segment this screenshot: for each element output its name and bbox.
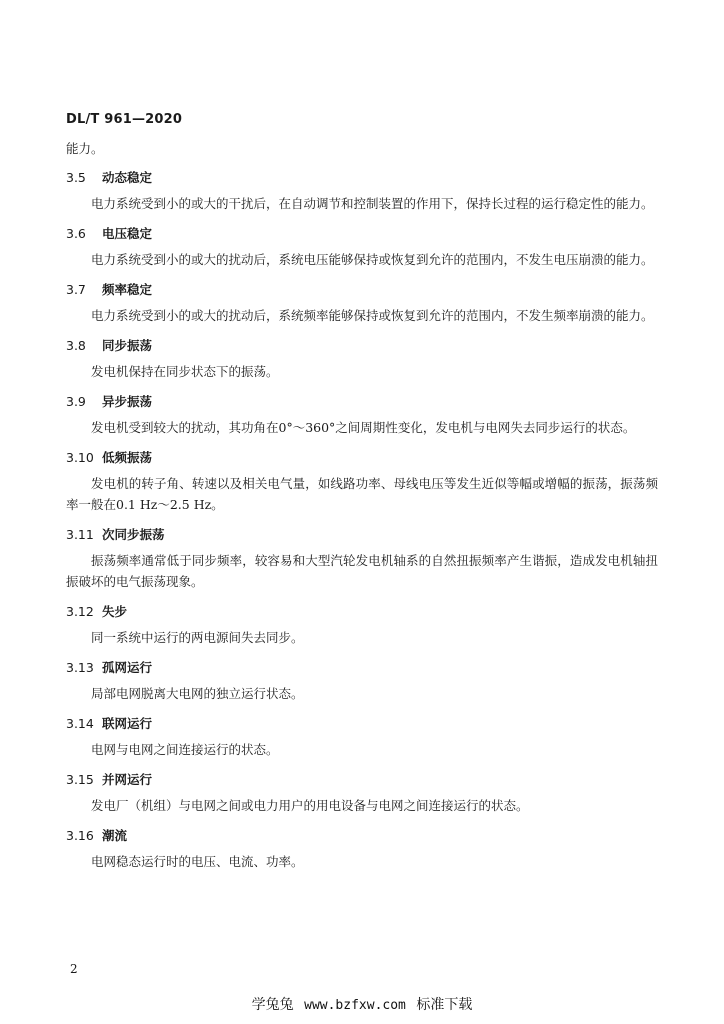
term-entry xyxy=(66,714,658,760)
document-body xyxy=(66,138,658,882)
term-definition: 发电机受到较大的扰动，其功角在0°～360°之间周期性变化，发电机与电网失去同步运行的状态。 xyxy=(91,420,636,435)
term-number: 3.12 xyxy=(66,604,94,619)
term-name: 次同步振荡 xyxy=(102,527,165,542)
term-number: 3.7 xyxy=(66,282,86,297)
term-heading xyxy=(66,224,658,244)
term-name: 并网运行 xyxy=(102,772,153,787)
term-entry xyxy=(66,224,658,270)
term-heading xyxy=(66,168,658,188)
term-number: 3.10 xyxy=(66,450,94,465)
term-definition: 电力系统受到小的或大的扰动后，系统电压能够保持或恢复到允许的范围内，不发生电压崩溃的能力。 xyxy=(91,252,654,267)
term-number: 3.13 xyxy=(66,660,94,675)
term-entry xyxy=(66,770,658,816)
term-heading xyxy=(66,602,658,622)
term-heading xyxy=(66,280,658,300)
term-heading xyxy=(66,658,658,678)
page-number: 2 xyxy=(70,962,78,976)
term-name: 同步振荡 xyxy=(102,338,153,353)
term-entry xyxy=(66,658,658,704)
term-name: 电压稳定 xyxy=(102,226,153,241)
term-entry xyxy=(66,168,658,214)
term-number: 3.8 xyxy=(66,338,86,353)
term-definition: 振荡频率通常低于同步频率，较容易和大型汽轮发电机轴系的自然扭振频率产生谐振，造成发电机轴扭振破坏的电气振荡现象。 xyxy=(66,553,658,589)
footer-url-link[interactable]: www.bzfxw.com xyxy=(304,998,406,1013)
term-name: 异步振荡 xyxy=(102,394,153,409)
term-name: 频率稳定 xyxy=(102,282,153,297)
term-definition: 发电机保持在同步状态下的振荡。 xyxy=(91,364,279,379)
term-name: 联网运行 xyxy=(102,716,153,731)
term-heading xyxy=(66,770,658,790)
term-number: 3.6 xyxy=(66,226,86,241)
term-number: 3.5 xyxy=(66,170,86,185)
term-entry xyxy=(66,448,658,515)
term-entry xyxy=(66,392,658,438)
term-heading xyxy=(66,714,658,734)
term-entry xyxy=(66,525,658,592)
term-number: 3.15 xyxy=(66,772,94,787)
term-entry xyxy=(66,336,658,382)
term-number: 3.9 xyxy=(66,394,86,409)
term-definition: 电网与电网之间连接运行的状态。 xyxy=(91,742,279,757)
term-definition: 局部电网脱离大电网的独立运行状态。 xyxy=(91,686,304,701)
document-code: DL/T 961—2020 xyxy=(66,112,183,127)
term-definition: 电网稳态运行时的电压、电流、功率。 xyxy=(91,854,304,869)
term-heading xyxy=(66,336,658,356)
term-entry xyxy=(66,280,658,326)
term-name: 孤网运行 xyxy=(102,660,153,675)
term-name: 潮流 xyxy=(102,828,128,843)
footer-watermark xyxy=(0,994,724,1014)
term-definition: 同一系统中运行的两电源间失去同步。 xyxy=(91,630,304,645)
term-entry xyxy=(66,826,658,872)
term-definition: 发电机的转子角、转速以及相关电气量，如线路功率、母线电压等发生近似等幅或增幅的振荡，振荡频率一般在0.1 Hz～2.5 Hz。 xyxy=(66,476,658,512)
term-definition: 发电厂（机组）与电网之间或电力用户的用电设备与电网之间连接运行的状态。 xyxy=(91,798,529,813)
footer-site-name: 学兔兔 xyxy=(251,997,294,1013)
term-entry xyxy=(66,602,658,648)
term-heading xyxy=(66,392,658,412)
term-name: 低频振荡 xyxy=(102,450,153,465)
term-number: 3.16 xyxy=(66,828,94,843)
term-heading xyxy=(66,826,658,846)
term-heading xyxy=(66,448,658,468)
term-definition: 电力系统受到小的或大的扰动后，系统频率能够保持或恢复到允许的范围内，不发生频率崩溃的能力。 xyxy=(91,308,654,323)
term-number: 3.11 xyxy=(66,527,94,542)
footer-tagline: 标准下载 xyxy=(416,997,473,1013)
term-name: 失步 xyxy=(102,604,128,619)
term-definition: 电力系统受到小的或大的干扰后，在自动调节和控制装置的作用下，保持长过程的运行稳定性的能力。 xyxy=(91,196,654,211)
term-number: 3.14 xyxy=(66,716,94,731)
term-name: 动态稳定 xyxy=(102,170,153,185)
term-heading xyxy=(66,525,658,545)
continuation-text: 能力。 xyxy=(66,141,104,156)
